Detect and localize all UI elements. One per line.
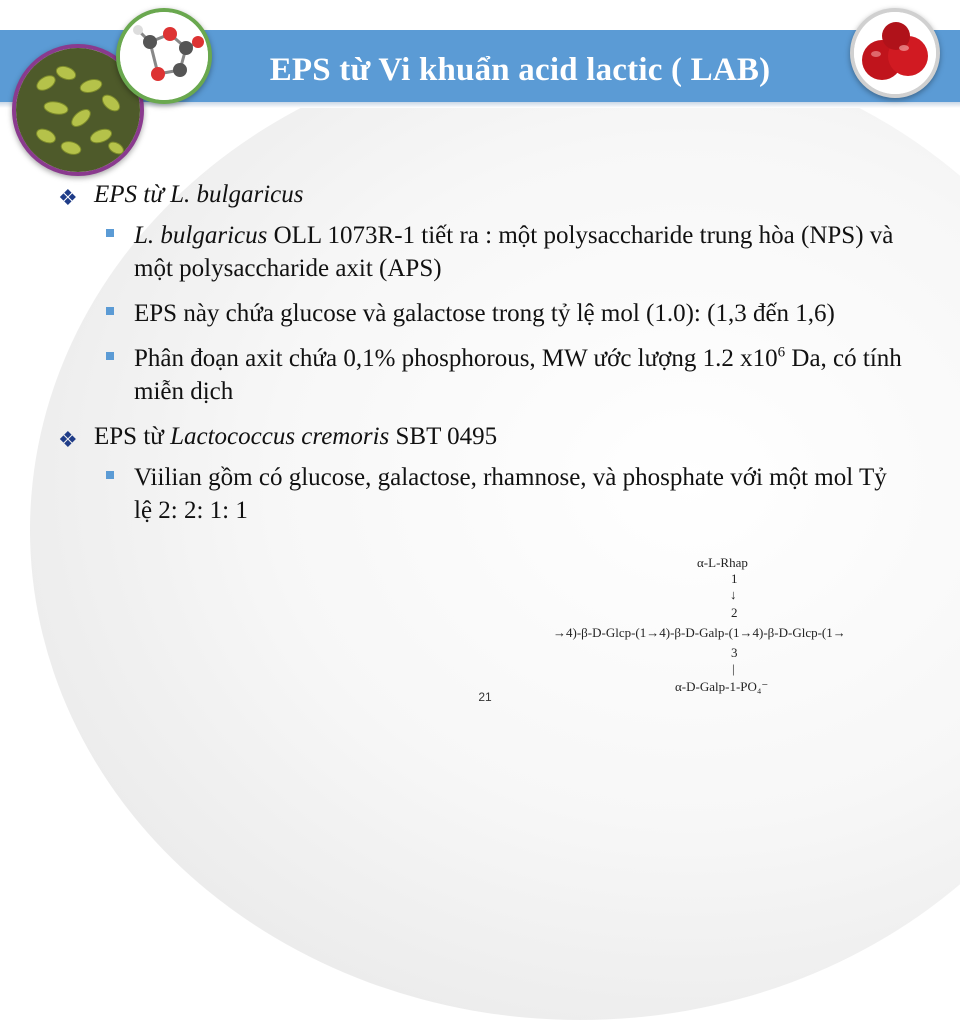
diagram-link-1: 1 xyxy=(731,571,738,586)
sub-bullet-1-3-text: Phân đoạn axit chứa 0,1% phosphorous, MW ước lượng 1.2 x10 xyxy=(134,345,778,372)
sub-bullet-1-3-exponent: 6 xyxy=(777,344,786,361)
sub-bullet-2-1-text: Viilian gồm có glucose, galactose, rhamnose, và phosphate với một mol Tỷ lệ 2: 2: 1: 1 xyxy=(134,464,887,524)
sub-bullet-1-2-text: EPS này chứa glucose và galactose trong tỷ lệ mol (1.0): (1,3 đến 1,6) xyxy=(134,300,835,327)
sub-bullet-1-3-text-end: Da, có tính miễn dịch xyxy=(134,345,902,405)
square-bullet-icon xyxy=(106,307,114,315)
slide-content xyxy=(58,178,918,539)
bullet-item-2-species: Lactococcus cremoris xyxy=(170,423,390,450)
diagram-vertical-bond: | xyxy=(732,661,735,676)
apple-image xyxy=(850,8,940,98)
apple-icon xyxy=(854,12,936,94)
bullet-item-1-text: EPS từ L. bulgaricus xyxy=(94,181,304,208)
polysaccharide-structure-diagram xyxy=(545,555,935,705)
diagram-top-sugar: α-L-Rhap xyxy=(697,555,748,570)
sub-bullet-1-2 xyxy=(58,297,918,330)
sub-bullet-1-1-species: L. bulgaricus xyxy=(134,222,268,249)
molecule-icon xyxy=(120,12,208,100)
diagram-backbone-chain: →4)-β-D-Glcp-(1→4)-β-D-Galp-(1→4)-β-D-Glcp-(1→ xyxy=(553,625,846,640)
bullet-item-1 xyxy=(58,178,918,211)
molecule-image xyxy=(116,8,212,104)
diagram-bottom-sugar: α-D-Galp-1-PO₄⁻ xyxy=(675,679,769,694)
bullet-item-2-strain: SBT 0495 xyxy=(389,423,498,450)
diagram-link-2: 2 xyxy=(731,605,738,620)
diamond-bullet-icon: ❖ xyxy=(58,185,78,210)
slide-title: EPS từ Vi khuẩn acid lactic ( LAB) xyxy=(269,52,771,88)
page-number: 21 xyxy=(478,690,492,704)
bullet-item-2 xyxy=(58,420,918,453)
square-bullet-icon xyxy=(106,352,114,360)
sub-bullet-2-1 xyxy=(58,461,894,527)
sub-bullet-1-1 xyxy=(58,219,918,285)
bullet-item-2-text: EPS từ xyxy=(94,423,171,450)
square-bullet-icon xyxy=(106,229,114,237)
diagram-link-3: 3 xyxy=(731,645,738,660)
diamond-bullet-icon: ❖ xyxy=(58,427,78,452)
sub-bullet-1-3 xyxy=(58,342,918,408)
down-arrow-icon: ↓ xyxy=(730,587,737,602)
square-bullet-icon xyxy=(106,471,114,479)
title-band-shadow xyxy=(0,102,960,108)
sub-bullet-1-1-text: OLL 1073R-1 tiết ra : một polysaccharide trung hòa (NPS) và một polysaccharide axit (APS) xyxy=(134,222,894,282)
